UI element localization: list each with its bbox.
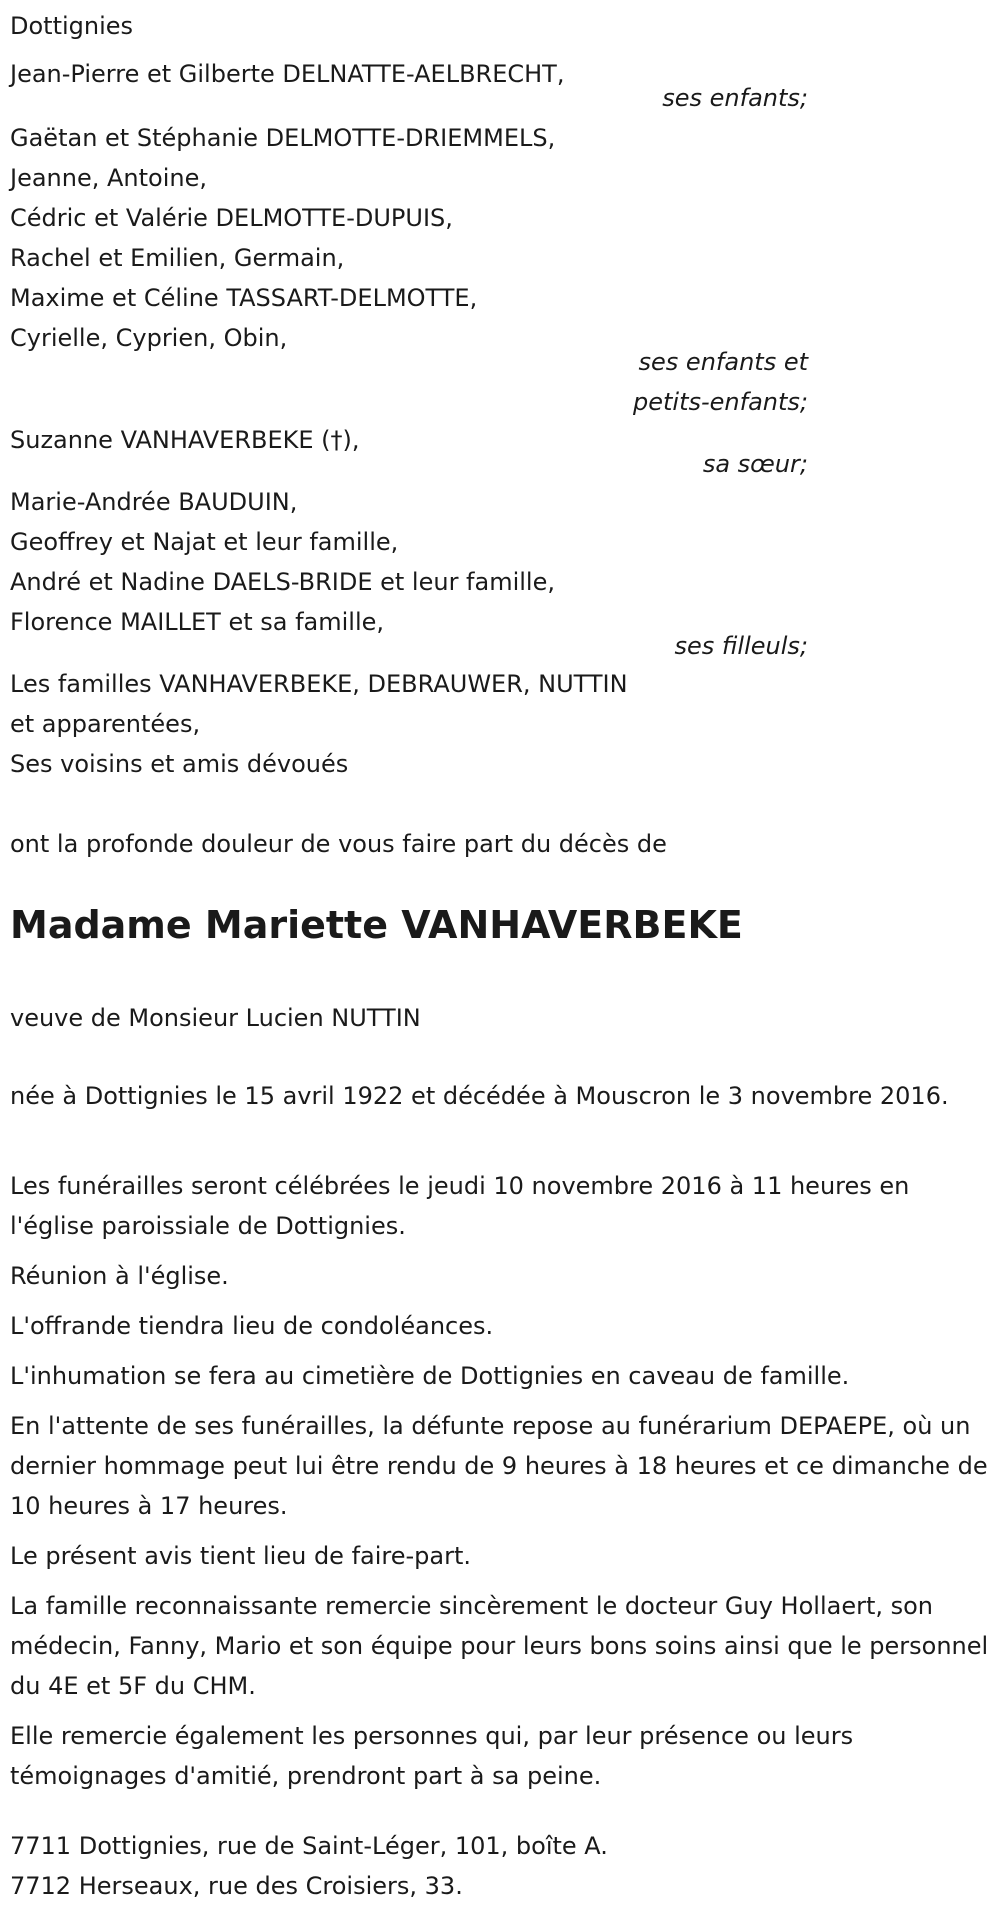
family-line: et apparentées, (10, 710, 201, 738)
location-heading: Dottignies (10, 12, 134, 40)
family-line: André et Nadine DAELS-BRIDE et leur famille, (10, 568, 555, 596)
meeting-paragraph: Réunion à l'église. (10, 1262, 229, 1290)
family-line: Maxime et Céline TASSART-DELMOTTE, (10, 284, 478, 312)
sibling-name: Suzanne VANHAVERBEKE ( (10, 426, 331, 454)
relation-label: sa sœur; (702, 450, 808, 478)
notice-paragraph: Le présent avis tient lieu de faire-part. (10, 1542, 472, 1570)
family-line: Gaëtan et Stéphanie DELMOTTE-DRIEMMELS, (10, 124, 556, 152)
sibling-suffix: ), (342, 426, 360, 454)
funeral-paragraph: Les funérailles seront célébrées le jeudi 10 novembre 2016 à 11 heures en l'église paroissiale de Dottignies. (10, 1172, 910, 1240)
family-line: Florence MAILLET et sa famille, (10, 608, 385, 636)
thanks-paragraph-2: Elle remercie également les personnes qui, par leur présence ou leurs témoignages d'amitié, prendront part à sa peine. (10, 1722, 854, 1790)
family-line: Rachel et Emilien, Germain, (10, 244, 345, 272)
offering-paragraph: L'offrande tiendra lieu de condoléances. (10, 1312, 494, 1340)
spouse-line: veuve de Monsieur Lucien NUTTIN (10, 1004, 421, 1032)
relation-label: petits-enfants; (633, 388, 808, 416)
relation-label: ses enfants; (662, 84, 808, 112)
address-line: 7712 Herseaux, rue des Croisiers, 33. (10, 1872, 463, 1900)
viewing-paragraph: En l'attente de ses funérailles, la défunte repose au funérarium DEPAEPE, où un dernier hommage peut lui être rendu de 9 heures à 18 heures et ce dimanche de 10 heures à 17 heures. (10, 1412, 988, 1520)
birth-death-paragraph: née à Dottignies le 15 avril 1922 et décédée à Mouscron le 3 novembre 2016. (10, 1082, 949, 1110)
family-line: Ses voisins et amis dévoués (10, 750, 349, 778)
family-line: Jean-Pierre et Gilberte DELNATTE-AELBRECHT, (10, 60, 565, 88)
relation-label: ses enfants et (638, 348, 808, 376)
family-line (10, 420, 360, 460)
family-line: Geoffrey et Najat et leur famille, (10, 528, 399, 556)
burial-paragraph: L'inhumation se fera au cimetière de Dottignies en caveau de famille. (10, 1362, 850, 1390)
family-line: Jeanne, Antoine, (10, 164, 207, 192)
relation-label: ses filleuls; (674, 632, 808, 660)
thanks-paragraph: La famille reconnaissante remercie sincèrement le docteur Guy Hollaert, son médecin, Fanny, Mario et son équipe pour leurs bons soins ainsi que le personnel du 4E et 5F du CHM. (10, 1592, 989, 1700)
family-line: Cyrielle, Cyprien, Obin, (10, 324, 288, 352)
family-line: Marie-Andrée BAUDUIN, (10, 488, 298, 516)
address-line: 7711 Dottignies, rue de Saint-Léger, 101, boîte A. (10, 1832, 608, 1860)
deceased-name: Madame Mariette VANHAVERBEKE (10, 903, 743, 947)
announcement-text: ont la profonde douleur de vous faire part du décès de (10, 830, 667, 858)
cross-icon: † (330, 426, 343, 454)
family-line: Cédric et Valérie DELMOTTE-DUPUIS, (10, 204, 453, 232)
family-line: Les familles VANHAVERBEKE, DEBRAUWER, NUTTIN (10, 670, 628, 698)
